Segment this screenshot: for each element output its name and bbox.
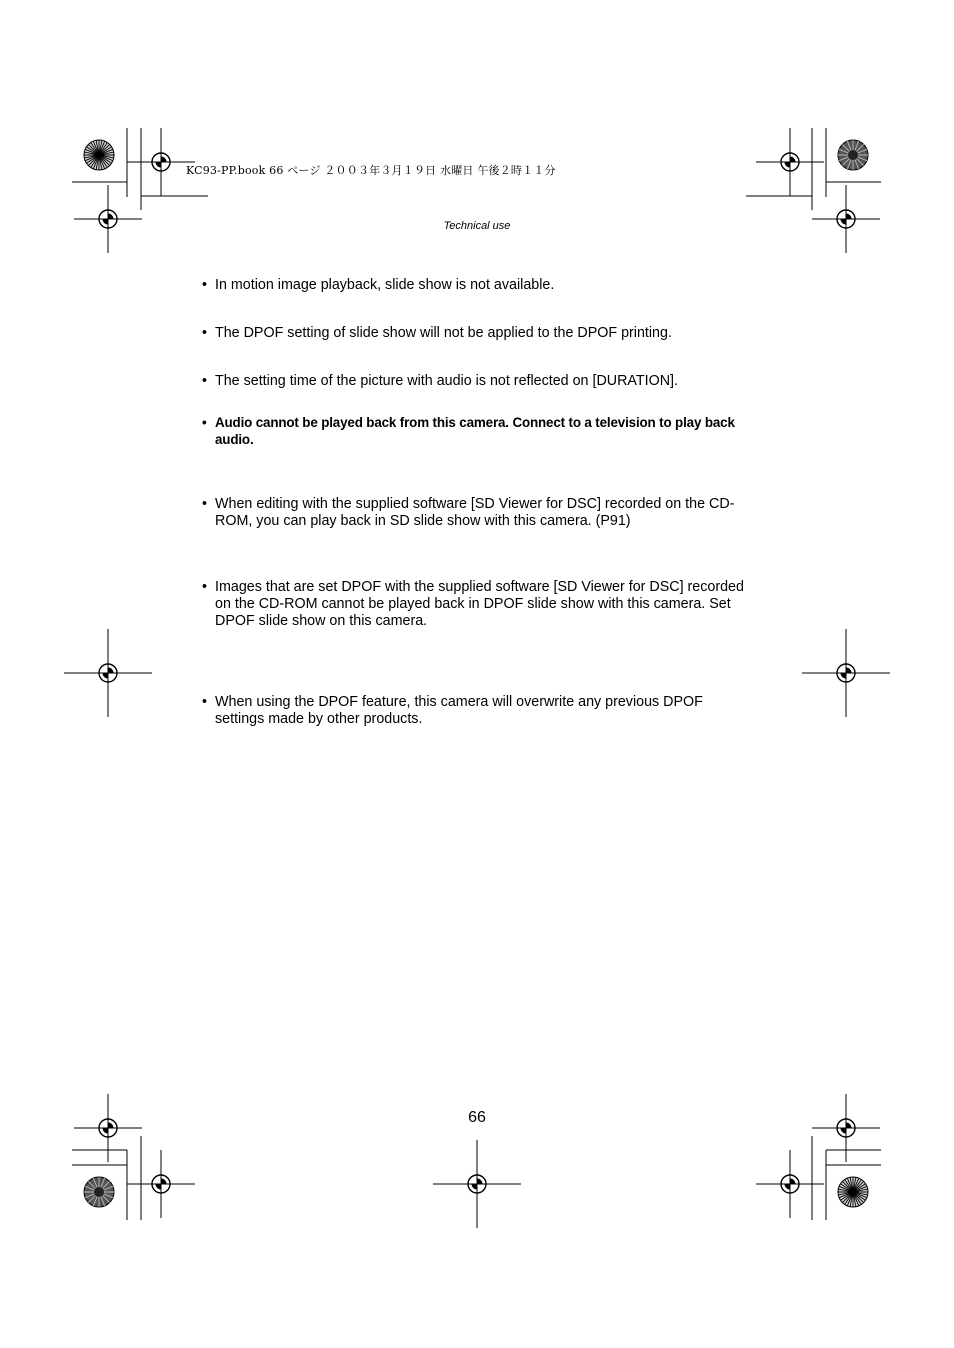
list-item [202, 277, 750, 294]
notes-list [202, 277, 750, 727]
bullet-icon: • [202, 415, 207, 430]
print-info-header: KC93-PP.book 66 ページ ２００３年３月１９日 水曜日 午後２時１１分 [186, 164, 556, 177]
list-item-text: The setting time of the picture with audio is not reflected on [DURATION]. [215, 373, 679, 389]
list-item-important [202, 414, 750, 448]
list-item [202, 373, 750, 390]
page-number: 66 [468, 1109, 486, 1126]
bullet-icon: • [202, 579, 208, 595]
bullet-icon: • [202, 373, 208, 389]
list-item-text: Audio cannot be played back from this camera. Connect to a television to play back audio. [215, 415, 735, 447]
list-item-text: Images that are set DPOF with the supplied software [SD Viewer for DSC] recorded on the CD-ROM cannot be played back in DPOF slide show with this camera. Set DPOF slide show on this camera. [215, 579, 744, 629]
list-item-text: When using the DPOF feature, this camera will overwrite any previous DPOF settings made by other products. [215, 694, 703, 727]
bullet-icon: • [202, 325, 208, 341]
list-item [202, 496, 750, 530]
section-label: Technical use [443, 220, 511, 232]
list-item-text: When editing with the supplied software [SD Viewer for DSC] recorded on the CD-ROM, you can play back in SD slide show with this camera. (P91) [215, 496, 735, 529]
list-item [202, 579, 750, 630]
bullet-icon: • [202, 694, 208, 710]
list-item-text: The DPOF setting of slide show will not be applied to the DPOF printing. [215, 325, 672, 341]
list-item [202, 694, 750, 728]
list-item-text: In motion image playback, slide show is not available. [215, 277, 555, 293]
bullet-icon: • [202, 277, 208, 293]
bullet-icon: • [202, 496, 208, 512]
list-item [202, 325, 750, 342]
